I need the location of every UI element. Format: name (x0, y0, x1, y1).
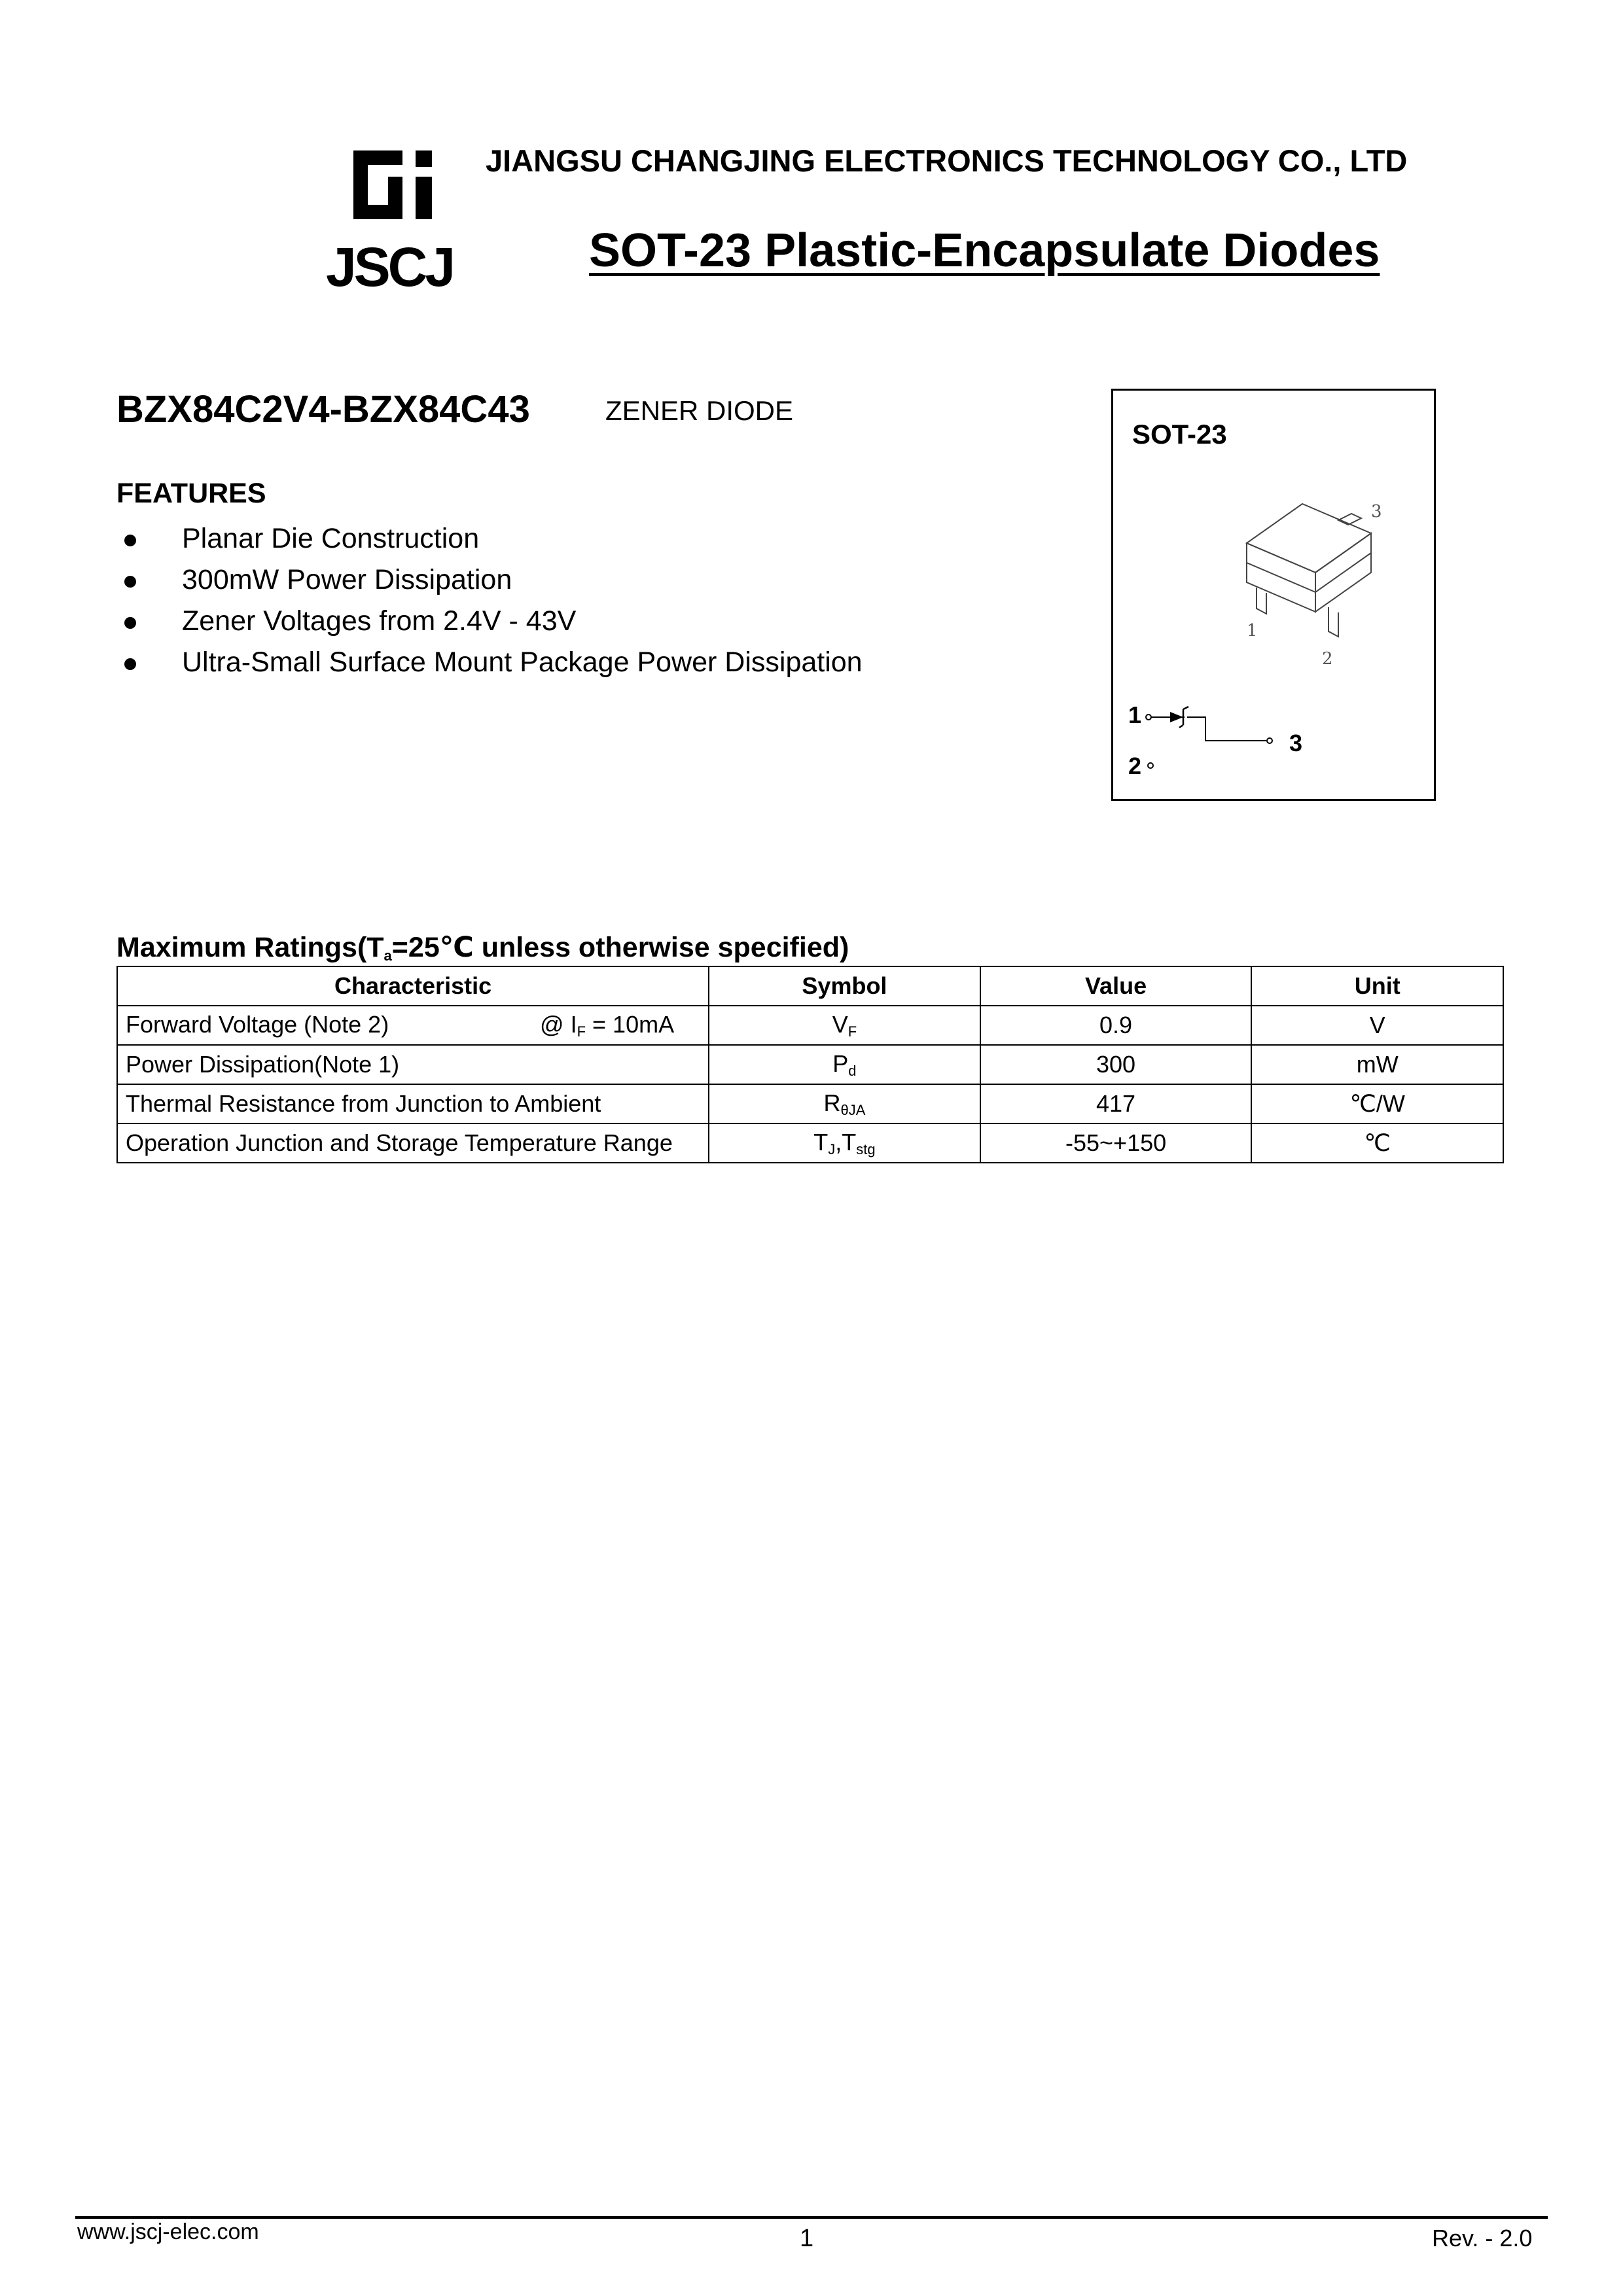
bullet-icon (124, 617, 136, 629)
bullet-icon (124, 576, 136, 588)
value-cell: 0.9 (980, 1006, 1252, 1045)
pin-1-number: 1 (1128, 701, 1142, 728)
list-item (122, 559, 863, 601)
ratings-title-prefix: Maximum Ratings(T (116, 932, 384, 963)
unit-cell: mW (1251, 1045, 1503, 1084)
features-list (122, 518, 863, 683)
part-type: ZENER DIODE (605, 395, 794, 426)
package-drawing (1230, 497, 1407, 677)
symbol-cell (709, 1045, 980, 1084)
column-header: Symbol (709, 966, 980, 1006)
symbol-text: P (832, 1050, 849, 1077)
feature-text: Ultra-Small Surface Mount Package Power Dissipation (182, 646, 863, 678)
symbol-text: R (823, 1089, 841, 1116)
page-number: 1 (800, 2225, 814, 2252)
table-row (117, 1045, 1503, 1084)
symbol-sub: F (847, 1023, 857, 1040)
pin-2-number: 2 (1128, 752, 1142, 779)
column-header: Unit (1251, 966, 1503, 1006)
zener-diode-icon (1119, 694, 1315, 785)
value-cell: -55~+150 (980, 1123, 1252, 1163)
pin-3-number: 3 (1289, 730, 1303, 756)
condition-sub: F (577, 1023, 586, 1040)
characteristic-cell: Power Dissipation(Note 1) (117, 1045, 709, 1084)
ratings-table (116, 966, 1504, 1163)
column-header: Characteristic (117, 966, 709, 1006)
symbol-text: V (832, 1010, 848, 1038)
company-name: JIANGSU CHANGJING ELECTRONICS TECHNOLOGY CO., LTD (486, 143, 1408, 178)
list-item (122, 601, 863, 642)
unit-cell: ℃/W (1251, 1084, 1503, 1123)
table-row (117, 1006, 1503, 1045)
features-heading: FEATURES (116, 478, 266, 509)
symbol-sub: θJA (840, 1101, 866, 1118)
symbol-mid: ,T (835, 1128, 857, 1156)
feature-text: Zener Voltages from 2.4V - 43V (182, 605, 577, 637)
unit-cell: V (1251, 1006, 1503, 1045)
symbol-cell (709, 1006, 980, 1045)
ratings-heading (116, 931, 849, 964)
symbol-cell (709, 1123, 980, 1163)
characteristic-cell (117, 1006, 709, 1045)
footer-url[interactable]: www.jscj-elec.com (77, 2219, 259, 2244)
feature-text: 300mW Power Dissipation (182, 564, 512, 595)
characteristic-text: Forward Voltage (Note 2) (126, 1010, 389, 1038)
bullet-icon (124, 658, 136, 670)
table-row (117, 1123, 1503, 1163)
symbol-text: T (813, 1128, 829, 1156)
condition-prefix: @ I (540, 1010, 577, 1038)
sot23-package-icon (1230, 497, 1407, 677)
condition-suffix: = 10mA (586, 1010, 675, 1038)
symbol-sub: d (848, 1062, 857, 1079)
company-logo (324, 147, 455, 294)
condition-text (540, 1011, 674, 1040)
column-header: Value (980, 966, 1252, 1006)
pin1-label: 1 (1247, 621, 1258, 641)
ratings-title-suffix: =25℃ unless otherwise specified) (391, 932, 849, 963)
unit-cell: ℃ (1251, 1123, 1503, 1163)
logo-graphic (324, 147, 455, 294)
symbol-sub-2: stg (856, 1140, 876, 1157)
bullet-icon (124, 535, 136, 546)
logo-text: JSCJ (325, 236, 454, 294)
value-cell: 300 (980, 1045, 1252, 1084)
symbol-sub: J (828, 1140, 836, 1157)
characteristic-cell: Thermal Resistance from Junction to Ambient (117, 1084, 709, 1123)
package-label: SOT-23 (1132, 419, 1227, 450)
characteristic-cell: Operation Junction and Storage Temperature Range (117, 1123, 709, 1163)
value-cell: 417 (980, 1084, 1252, 1123)
revision: Rev. - 2.0 (1432, 2225, 1533, 2252)
table-row (117, 1084, 1503, 1123)
ratings-title-sub: a (383, 947, 392, 964)
document-title: SOT-23 Plastic-Encapsulate Diodes (589, 224, 1380, 277)
pin3-label: 3 (1371, 502, 1382, 521)
list-item (122, 518, 863, 559)
feature-text: Planar Die Construction (182, 523, 480, 554)
footer-divider (75, 2216, 1548, 2219)
symbol-cell (709, 1084, 980, 1123)
list-item (122, 642, 863, 683)
pin2-label: 2 (1322, 649, 1333, 669)
pin-diagram (1119, 694, 1315, 785)
part-number: BZX84C2V4-BZX84C43 (116, 388, 530, 431)
table-header-row (117, 966, 1503, 1006)
